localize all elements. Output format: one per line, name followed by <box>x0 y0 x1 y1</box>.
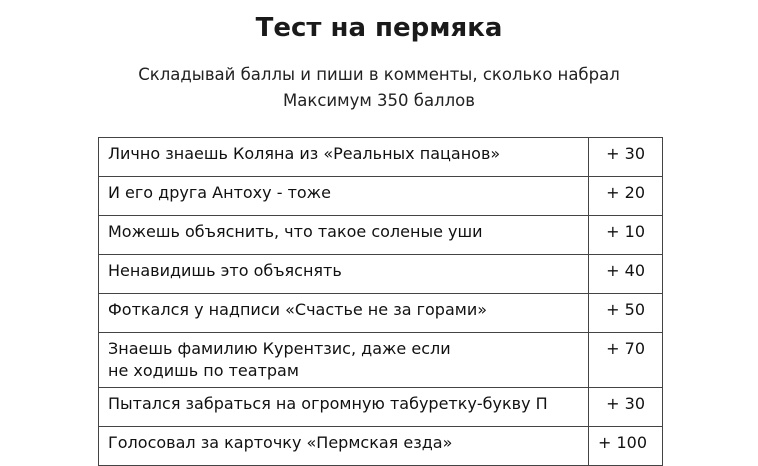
row-points: + 70 <box>589 333 663 388</box>
page-title: Тест на пермяка <box>255 13 503 43</box>
table-row <box>99 255 663 294</box>
table-row <box>99 216 663 255</box>
table-row <box>99 333 663 388</box>
score-table <box>98 137 663 466</box>
row-item-text <box>99 333 589 388</box>
table-row <box>99 427 663 466</box>
row-item-text: Лично знаешь Коляна из «Реальных пацанов» <box>99 138 589 177</box>
row-item-line: Знаешь фамилию Курентзис, даже если <box>108 339 451 358</box>
row-points: + 100 <box>589 427 663 466</box>
row-points: + 50 <box>589 294 663 333</box>
table-row <box>99 138 663 177</box>
row-item-text: Ненавидишь это объяснять <box>99 255 589 294</box>
row-points: + 30 <box>589 138 663 177</box>
row-item-text: Можешь объяснить, что такое соленые уши <box>99 216 589 255</box>
row-points: + 40 <box>589 255 663 294</box>
table-row <box>99 177 663 216</box>
table-row <box>99 388 663 427</box>
row-item-text: Голосовал за карточку «Пермская езда» <box>99 427 589 466</box>
row-item-line: не ходишь по театрам <box>108 361 299 380</box>
row-points: + 10 <box>589 216 663 255</box>
row-points: + 20 <box>589 177 663 216</box>
row-points: + 30 <box>589 388 663 427</box>
subtitle-instructions: Складывай баллы и пиши в комменты, сколько набрал <box>138 65 620 84</box>
row-item-text: Фоткался у надписи «Счастье не за горами» <box>99 294 589 333</box>
row-item-text: И его друга Антоху - тоже <box>99 177 589 216</box>
subtitle-maximum: Максимум 350 баллов <box>283 91 475 110</box>
subtitle <box>0 62 758 114</box>
table-row <box>99 294 663 333</box>
row-item-text: Пытался забраться на огромную табуретку-букву П <box>99 388 589 427</box>
